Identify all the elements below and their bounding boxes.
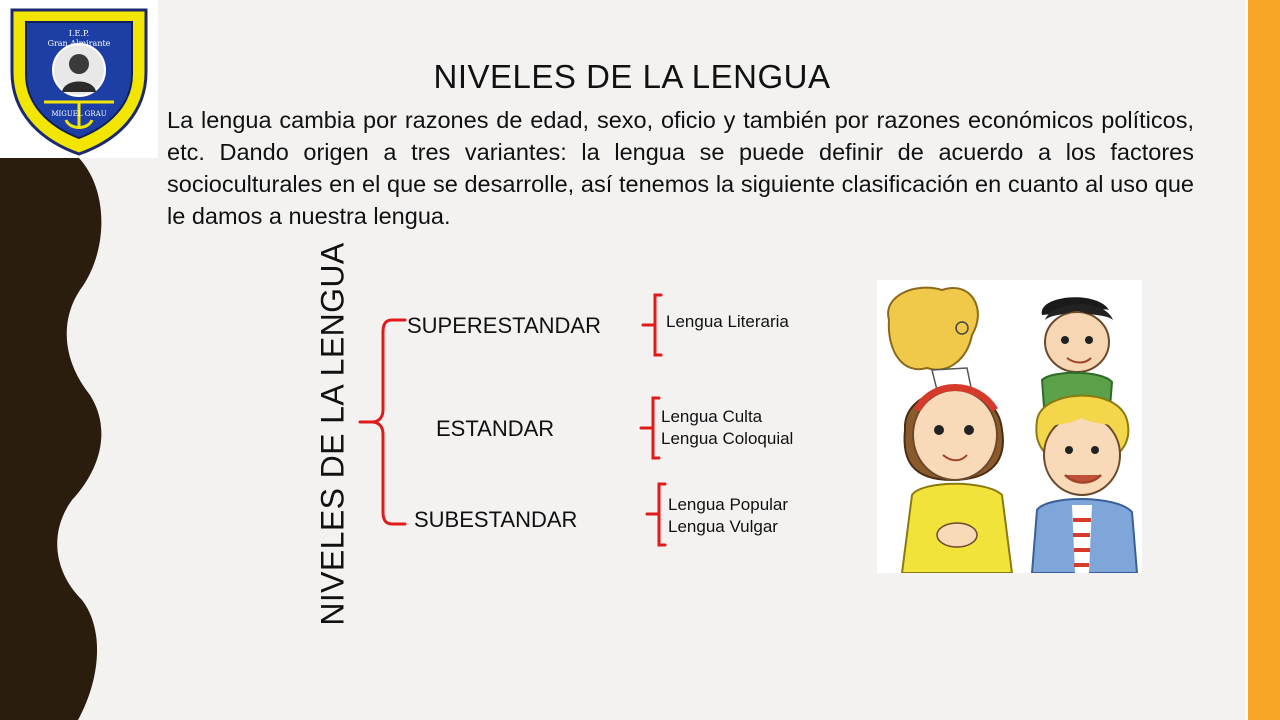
superestandar-bracket xyxy=(643,295,661,355)
level-subestandar: SUBESTANDAR xyxy=(414,507,578,532)
subtype-lengua-popular: Lengua Popular xyxy=(668,495,789,514)
subestandar-bracket xyxy=(647,484,665,545)
slide-title: NIVELES DE LA LENGUA xyxy=(433,58,831,95)
level-estandar: ESTANDAR xyxy=(436,416,555,441)
estandar-subtypes xyxy=(661,406,793,450)
subtype-lengua-vulgar: Lengua Vulgar xyxy=(668,517,778,536)
main-brace xyxy=(372,320,405,524)
logo-bottom-text: MIGUEL GRAU xyxy=(51,110,107,118)
subestandar-subtypes xyxy=(668,494,788,538)
people-talking-illustration xyxy=(877,280,1142,573)
subtype-lengua-culta: Lengua Culta xyxy=(661,407,763,426)
logo-top-text: I.E.P. xyxy=(68,29,90,38)
level-superestandar: SUPERESTANDAR xyxy=(407,313,601,338)
diagram-vertical-title: NIVELES DE LA LENGUA xyxy=(314,242,351,626)
superestandar-subtypes xyxy=(666,311,789,333)
intro-paragraph: La lengua cambia por razones de edad, sexo, oficio y también por razones económicos políticos, etc. Dando origen a tres variantes: la lengua se puede definir de acuerdo a los factores socioculturales en el que se desarrolle, así tenemos la siguiente clasificación en cuanto al uso que le damos a nuestra lengua. xyxy=(167,107,1194,229)
subtype-lengua-coloquial: Lengua Coloquial xyxy=(661,429,794,448)
logo-arc-text: Gran Almirante xyxy=(47,39,111,48)
right-accent-band xyxy=(1246,0,1280,720)
estandar-bracket xyxy=(641,398,659,458)
subtype-lengua-literaria: Lengua Literaria xyxy=(666,312,789,331)
